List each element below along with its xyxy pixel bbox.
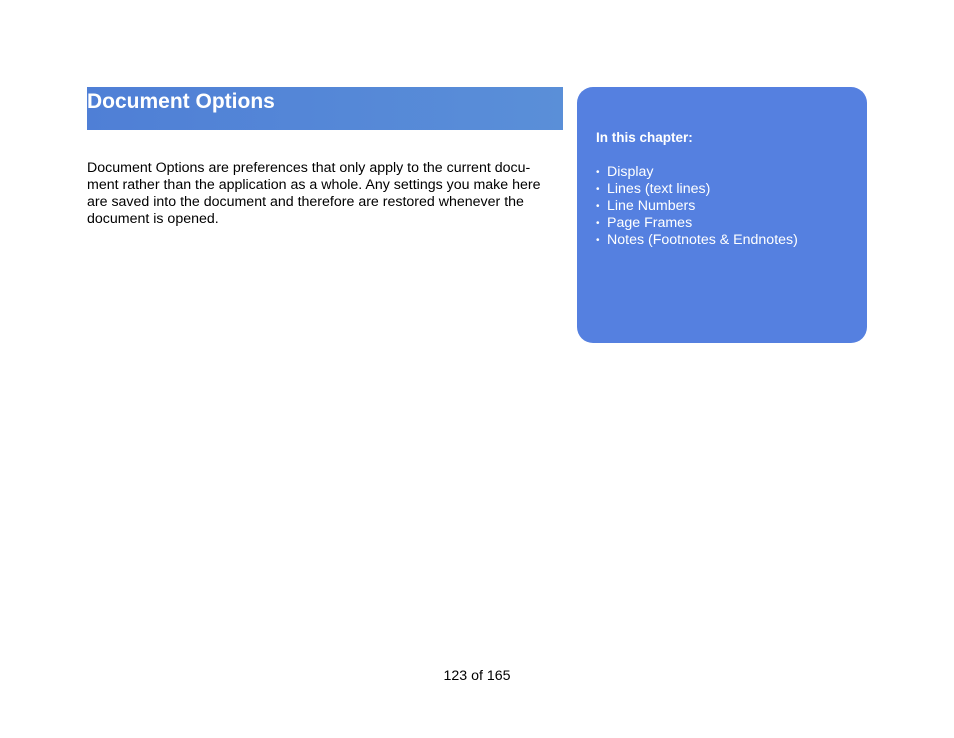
chapter-item-label: Line Numbers <box>607 198 696 214</box>
page-number: 123 of 165 <box>443 668 511 684</box>
chapter-item-line-numbers[interactable] <box>596 198 798 215</box>
chapter-item-label: Lines (text lines) <box>607 181 711 197</box>
intro-line: document is opened. <box>87 211 219 227</box>
intro-line: are saved into the document and therefore are restored whenever the <box>87 194 524 210</box>
bullet-icon: • <box>596 184 600 195</box>
chapter-contents-box <box>577 87 867 343</box>
chapter-item-notes[interactable] <box>596 232 798 249</box>
page-title: Document Options <box>87 90 275 113</box>
title-bar <box>87 87 563 130</box>
chapter-item-label: Display <box>607 164 654 180</box>
bullet-icon: • <box>596 235 600 246</box>
chapter-item-page-frames[interactable] <box>596 215 798 232</box>
chapter-item-label: Page Frames <box>607 215 693 231</box>
chapter-item-lines[interactable] <box>596 181 798 198</box>
intro-line: Document Options are preferences that only apply to the current docu- <box>87 160 531 176</box>
chapter-item-label: Notes (Footnotes & Endnotes) <box>607 232 798 248</box>
chapter-list <box>596 164 798 249</box>
bullet-icon: • <box>596 201 600 212</box>
chapter-heading: In this chapter: <box>596 130 693 145</box>
bullet-icon: • <box>596 167 600 178</box>
intro-line: ment rather than the application as a whole. Any settings you make here <box>87 177 541 193</box>
intro-paragraph <box>87 160 563 228</box>
chapter-item-display[interactable] <box>596 164 798 181</box>
bullet-icon: • <box>596 218 600 229</box>
